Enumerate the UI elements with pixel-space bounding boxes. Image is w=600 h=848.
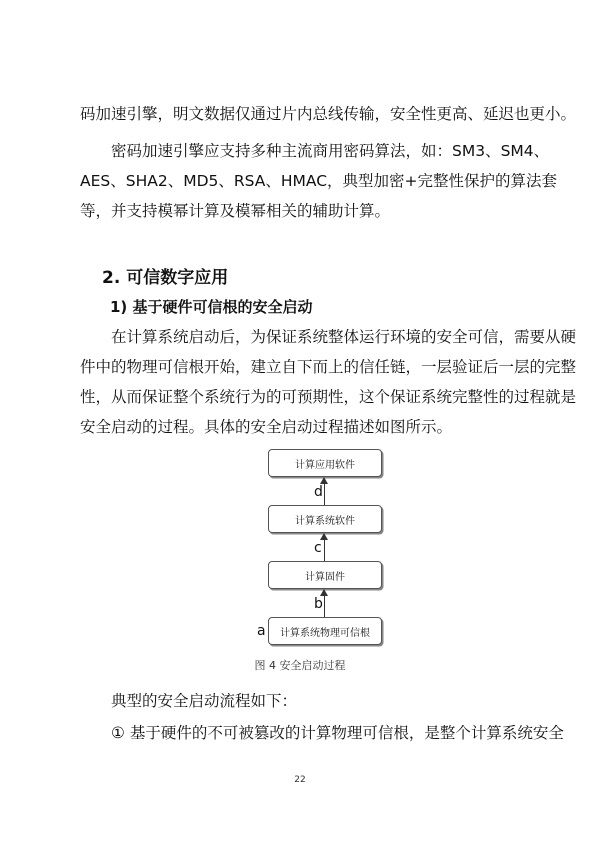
- page-number: 22: [294, 775, 306, 785]
- flow-intro: 典型的安全启动流程如下：: [111, 692, 298, 710]
- box-compute-firmware: 计算固件: [268, 561, 382, 589]
- paragraph-2-line-1: 密码加速引擎应支持多种主流商用密码算法，如：SM3、SM4、: [111, 142, 550, 160]
- body-line-1: 在计算系统启动后，为保证系统整体运行环境的安全可信，需要从硬: [111, 328, 577, 346]
- box-compute-system-software: 计算系统软件: [268, 505, 382, 533]
- paragraph-2-line-2: AES、SHA2、MD5、RSA、HMAC，典型加密+完整性保护的算法套: [80, 172, 558, 190]
- box-compute-app-software: 计算应用软件: [268, 449, 382, 477]
- flow-item-1: ① 基于硬件的不可被篡改的计算物理可信根，是整个计算系统安全: [111, 724, 564, 742]
- paragraph-2-line-3: 等，并支持模幂计算及模幂相关的辅助计算。: [80, 202, 391, 220]
- arrow-d-head: [320, 477, 328, 484]
- figure-caption: 图 4 安全启动过程: [254, 659, 346, 672]
- arrow-label-b: b: [314, 596, 323, 612]
- section-heading: 2. 可信数字应用: [102, 268, 229, 288]
- arrow-b-head: [320, 589, 328, 596]
- paragraph-1: 码加速引擎，明文数据仅通过片内总线传输，安全性更高、延迟也更小。: [80, 105, 577, 123]
- arrow-d-line: [324, 483, 325, 505]
- box-physical-root-of-trust: 计算系统物理可信根: [268, 617, 382, 645]
- subsection-heading: 1) 基于硬件可信根的安全启动: [110, 298, 313, 316]
- arrow-label-d: d: [314, 484, 323, 500]
- arrow-b-line: [324, 595, 325, 617]
- start-label-a: a: [257, 623, 266, 639]
- arrow-label-c: c: [314, 540, 322, 556]
- arrow-c-head: [320, 533, 328, 540]
- body-line-3: 性，从而保证整个系统行为的可预期性，这个保证系统完整性的过程就是: [80, 388, 577, 406]
- arrow-c-line: [324, 539, 325, 561]
- body-line-2: 件中的物理可信根开始，建立自下而上的信任链，一层验证后一层的完整: [80, 358, 577, 376]
- body-line-4: 安全启动的过程。具体的安全启动过程描述如图所示。: [80, 418, 453, 436]
